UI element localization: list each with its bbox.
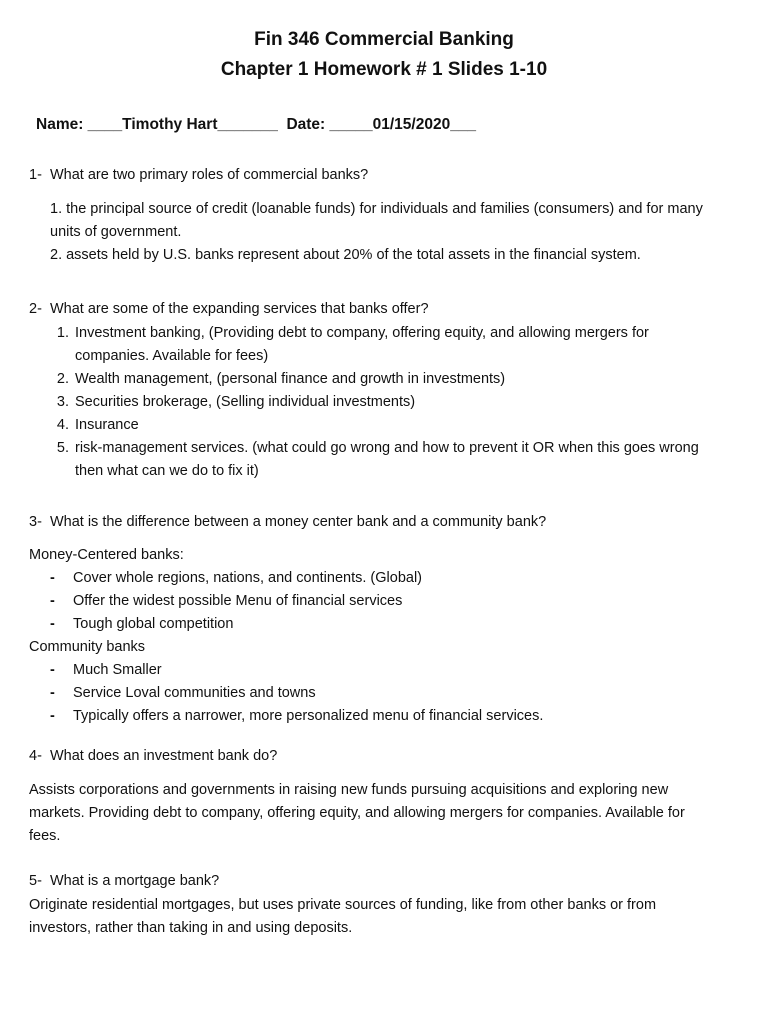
community-heading: Community banks	[29, 639, 146, 655]
list-item: - Typically offers a narrower, more personalized menu of financial services.	[29, 705, 729, 728]
services-list	[29, 322, 709, 483]
answer-2	[29, 322, 709, 483]
money-center-list	[29, 567, 729, 636]
page-title: Fin 346 Commercial Banking	[254, 29, 514, 50]
community-list	[29, 659, 729, 728]
answer-3	[29, 544, 729, 728]
question-5: 5- What is a mortgage bank?	[29, 873, 220, 889]
answer-4: Assists corporations and governments in raising new funds pursuing acquisitions and exploring new markets. Providing debt to company, offering equity, and allowing mergers for companies. Available for fees.	[29, 782, 685, 844]
answer-1	[50, 198, 730, 267]
question-3: 3- What is the difference between a money center bank and a community bank?	[29, 514, 547, 530]
list-item: - Service Loval communities and towns	[29, 682, 729, 705]
list-item: 1. Investment banking, (Providing debt to company, offering equity, and allowing mergers for companies. Available for fees)	[73, 322, 709, 368]
answer-5: Originate residential mortgages, but uses private sources of funding, like from other banks or from investors, rather than taking in and using deposits.	[29, 897, 657, 936]
name-field: Name: ____Timothy Hart_______	[36, 116, 278, 133]
question-1: 1- What are two primary roles of commercial banks?	[29, 167, 369, 183]
list-item: - Cover whole regions, nations, and continents. (Global)	[29, 567, 729, 590]
answer-1-item: 1. the principal source of credit (loanable funds) for individuals and families (consumers) and for many units of government.	[50, 201, 703, 240]
date-field: Date: _____01/15/2020___	[286, 116, 477, 133]
list-item: 5. risk-management services. (what could go wrong and how to prevent it OR when this goes wrong then what can we do to fix it)	[73, 437, 709, 483]
money-center-heading: Money-Centered banks:	[29, 547, 184, 563]
list-item: 2. Wealth management, (personal finance and growth in investments)	[73, 368, 709, 391]
question-4: 4- What does an investment bank do?	[29, 748, 278, 764]
list-item: 4. Insurance	[73, 414, 709, 437]
name-date-line	[36, 116, 476, 134]
list-item: 3. Securities brokerage, (Selling individual investments)	[73, 391, 709, 414]
answer-1-item: 2. assets held by U.S. banks represent about 20% of the total assets in the financial system.	[50, 247, 641, 263]
question-2: 2- What are some of the expanding services that banks offer?	[29, 301, 429, 317]
list-item: - Offer the widest possible Menu of financial services	[29, 590, 729, 613]
list-item: - Tough global competition	[29, 613, 729, 636]
page-subtitle: Chapter 1 Homework # 1 Slides 1-10	[220, 59, 548, 80]
list-item: - Much Smaller	[29, 659, 729, 682]
